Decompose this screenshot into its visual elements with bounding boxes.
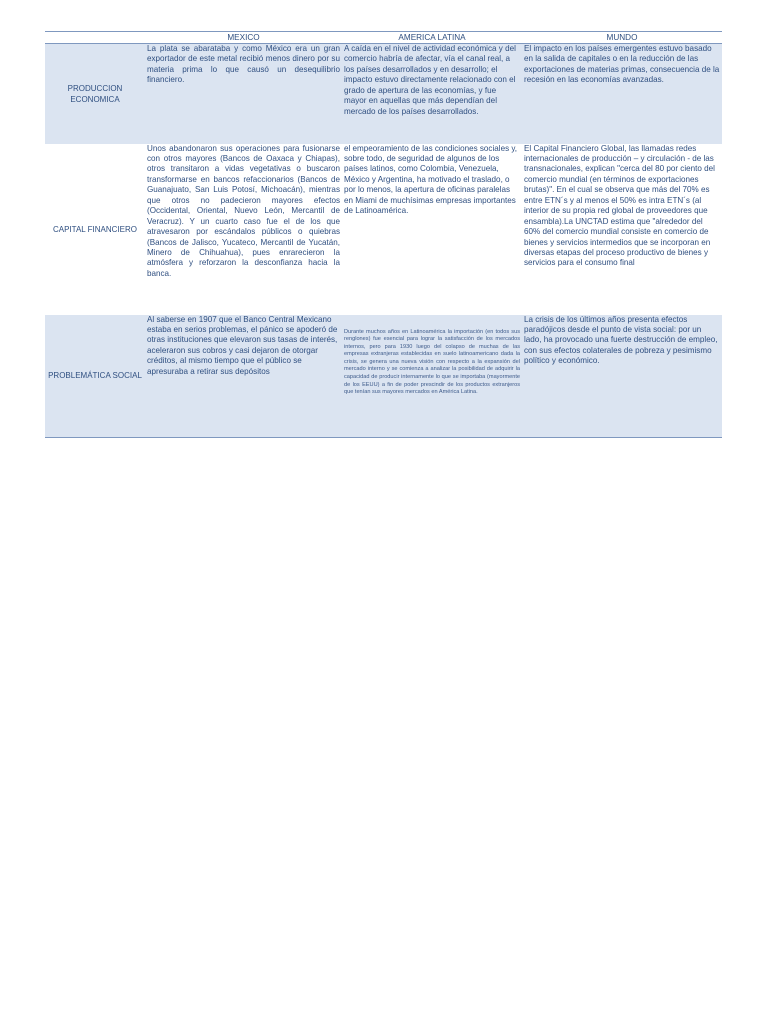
table-row [45,144,722,315]
comparison-table [45,31,722,438]
cell-mundo: El Capital Financiero Global, las llamadas redes internacionales de producción – y circulación - de las transnacionales, explican "cerca del 80 por ciento del comercio mundial (en términos de exportaciones brutas)". En el cual se observa que más del 70% es entre ETN´s y al menos el 50% es intra ETN´s (al interior de su propia red global de proveedores que ensambla).La UNCTAD estima que "alrededor del 60% del comercio mundial consiste en comercio de bienes y servicios intermedios que se incorporan en diversas etapas del proceso productivo de bienes y servicios para el consumo final [522,144,722,315]
cell-mexico: La plata se abarataba y como México era un gran exportador de este metal recibió menos dinero por su materia prima lo que causó un desequilibrio financiero. [145,44,342,144]
cell-america-latina: Durante muchos años en Latinoamérica la importación (en todos sus renglones) fue esencial para lograr la satisfacción de los mercados internos, pero para 1930 luego del colapso de muchas de las empresas extranjeras establecidas en suelo latinoamericano dada la crisis, se genera una nueva visión con respecto a la expansión del mercado interno y se comienza a analizar la posibilidad de adquirir la capacidad de producir internamente lo que se importaba (mayormente de los EEUU) a fin de poder prescindir de los productos extranjeros que tenían sus mayores mercados en América Latina. [342,315,522,438]
header-row [45,32,722,44]
cell-america-latina: A caída en el nivel de actividad económica y del comercio habría de afectar, vía el canal real, a los países desarrollados y en desarrollo; el impacto estuvo directamente relacionado con el grado de apertura de las economías, y fue mayor en aquellas que más dependían del mercado de los países desarrollados. [342,44,522,144]
table-row [45,44,722,144]
cell-mundo: El impacto en los países emergentes estuvo basado en la salida de capitales o en la reducción de las exportaciones de materias primas, consecuencia de la recesión en las economías avanzadas. [522,44,722,144]
table-header [45,32,722,44]
cell-mundo: La crisis de los últimos años presenta efectos paradójicos desde el punto de vista social: por un lado, ha provocado una fuerte destrucción de empleo, con sus efectos colaterales de pobreza y pesimismo político y económico. [522,315,722,438]
cell-america-latina: el empeoramiento de las condiciones sociales y, sobre todo, de seguridad de algunos de los países latinos, como Colombia, Venezuela, México y Argentina, ha motivado el traslado, o por lo menos, la apertura de oficinas paralelas en Miami de muchísimas empresas importantes de Latinoamérica. [342,144,522,315]
table-body [45,44,722,438]
header-mundo: MUNDO [522,32,722,44]
row-label-problematica-social: PROBLEMÁTICA SOCIAL [45,315,145,438]
header-blank [45,32,145,44]
row-label-capital-financiero: CAPITAL FINANCIERO [45,144,145,315]
cell-mexico: Unos abandonaron sus operaciones para fusionarse con otros mayores (Bancos de Oaxaca y Chiapas), otros transitaron a vidas vegetativas o buscaron transformarse en bancos refaccionarios (Bancos de Guanajuato, San Luis Potosí, Michoacán), mientras que otros no padecieron mayores efectos (Occidental, Oriental, Nuevo León, Mercantil de Veracruz). Y un cuarto caso fue el de los que atravesaron por escándalos públicos o quiebras (Bancos de Jalisco, Yucateco, Mercantil de Yucatán, Minero de Chihuahua), pues enrarecieron la atmósfera y reforzaron la desconfianza hacia la banca. [145,144,342,315]
header-america-latina: AMERICA LATINA [342,32,522,44]
cell-mexico: Al saberse en 1907 que el Banco Central Mexicano estaba en serios problemas, el pánico se apoderó de otras instituciones que elevaron sus tasas de interés, aceleraron sus cobros y casi dejaron de otorgar créditos, al mismo tiempo que el público se apresuraba a retirar sus depósitos [145,315,342,438]
row-label-produccion-economica: PRODUCCION ECONOMICA [45,44,145,144]
table-row [45,315,722,438]
header-mexico: MEXICO [145,32,342,44]
